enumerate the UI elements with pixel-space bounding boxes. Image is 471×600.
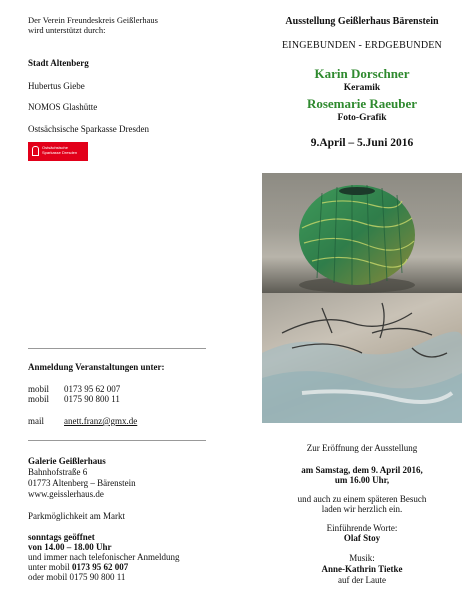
parking-info: Parkmöglichkeit am Markt xyxy=(28,511,125,521)
hours-title: sonntags geöffnet xyxy=(28,532,95,542)
artist1-name: Karin Dorschner xyxy=(314,66,410,81)
contact-mail-link[interactable]: anett.franz@gmx.de xyxy=(64,416,138,426)
sparkasse-s-icon xyxy=(32,146,39,156)
music-label: Musik: xyxy=(349,553,375,563)
registration-title: Anmeldung Veranstaltungen unter: xyxy=(28,362,165,372)
hours-mobile1-prefix: unter mobil xyxy=(28,562,70,572)
sponsor-stadt-altenberg: Stadt Altenberg xyxy=(28,58,89,68)
hours-mobile1 xyxy=(28,562,128,572)
gallery-website-link[interactable]: www.geisslerhaus.de xyxy=(28,489,104,499)
speech-label: Einführende Worte: xyxy=(326,523,398,533)
gallery-city: 01773 Altenberg – Bärenstein xyxy=(28,478,136,488)
sparkasse-logo-line1: Ostsächsische xyxy=(42,145,69,150)
contact-mobile1-value: 0173 95 62 007 xyxy=(64,384,121,394)
divider-top xyxy=(28,348,206,349)
invite-line2: laden wir herzlich ein. xyxy=(321,504,403,514)
artist1-medium: Keramik xyxy=(343,83,381,93)
speaker-name: Olaf Stoy xyxy=(343,533,381,543)
contact-mail-label: mail xyxy=(28,416,44,426)
opening-intro: Zur Eröffnung der Ausstellung xyxy=(306,443,418,453)
gallery-street: Bahnhofstraße 6 xyxy=(28,467,88,477)
foto-grafik-illustration xyxy=(262,293,462,423)
musician-name: Anne-Kathrin Tietke xyxy=(321,564,403,574)
hours-note: und immer nach telefonischer Anmeldung xyxy=(28,552,180,562)
foto-grafik-photo xyxy=(262,293,462,423)
sponsor-hubertus-giebe: Hubertus Giebe xyxy=(28,81,85,91)
exhibition-dates: 9.April – 5.Juni 2016 xyxy=(310,137,414,149)
contact-mobile2-label: mobil xyxy=(28,394,50,404)
musician-instrument: auf der Laute xyxy=(338,575,386,585)
divider-bottom xyxy=(28,440,206,441)
artist2-name: Rosemarie Raeuber xyxy=(306,96,418,111)
opening-time: um 16.00 Uhr, xyxy=(334,475,390,485)
sparkasse-logo xyxy=(28,142,88,161)
sponsor-sparkasse: Ostsächsische Sparkasse Dresden xyxy=(28,124,149,134)
invite-line1: und auch zu einem späteren Besuch xyxy=(297,494,427,504)
hours-time: von 14.00 – 18.00 Uhr xyxy=(28,542,112,552)
contact-mobile2-value: 0175 90 800 11 xyxy=(64,394,120,404)
opening-date: am Samstag, dem 9. April 2016, xyxy=(301,465,423,475)
ceramic-vase-illustration xyxy=(262,173,462,293)
hours-mobile2: oder mobil 0175 90 800 11 xyxy=(28,572,126,582)
sponsor-intro-line2: wird unterstützt durch: xyxy=(28,25,106,35)
gallery-name: Galerie Geißlerhaus xyxy=(28,456,106,466)
sparkasse-logo-line2: Sparkasse Dresden xyxy=(42,150,78,155)
hours-mobile1-number: 0173 95 62 007 xyxy=(72,562,129,572)
exhibition-subtitle: EINGEBUNDEN - ERDGEBUNDEN xyxy=(282,40,442,51)
artist2-medium: Foto-Grafik xyxy=(337,113,387,123)
sponsor-nomos: NOMOS Glashütte xyxy=(28,102,98,112)
sponsor-intro-line1: Der Verein Freundeskreis Geißlerhaus xyxy=(28,15,158,25)
contact-mobile1-label: mobil xyxy=(28,384,50,394)
exhibition-title: Ausstellung Geißlerhaus Bärenstein xyxy=(285,16,439,27)
ceramic-vase-photo xyxy=(262,173,462,293)
